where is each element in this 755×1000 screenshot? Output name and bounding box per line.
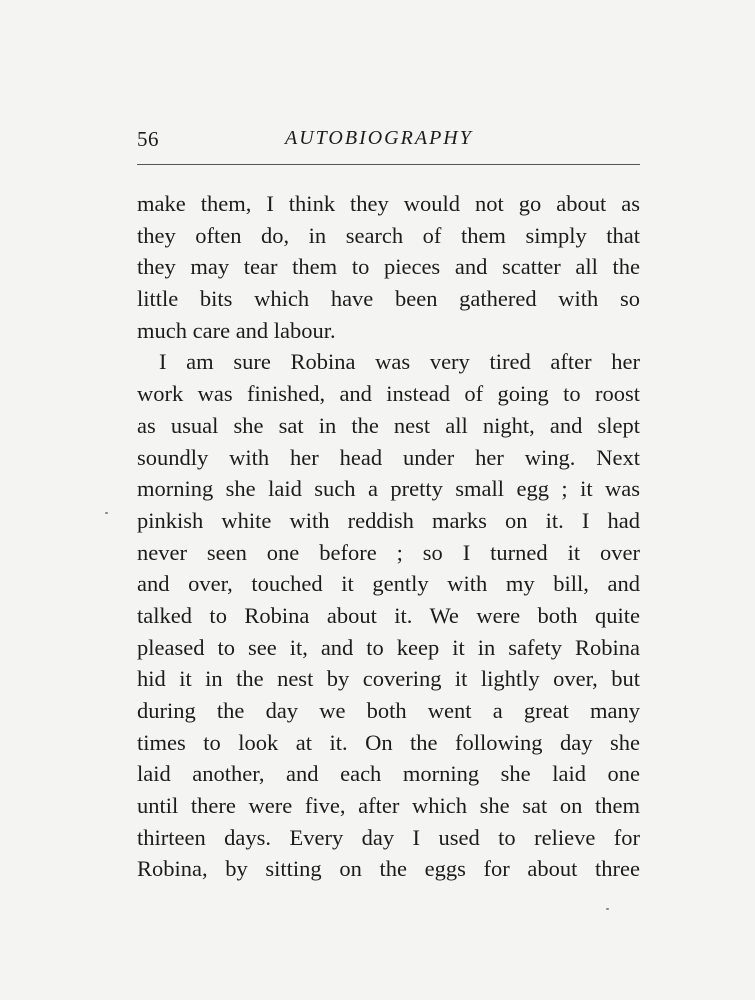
- paper-speck: [606, 908, 609, 910]
- text-line: Robina, by sitting on the eggs for about three: [137, 856, 640, 882]
- text-line: talked to Robina about it. We were both quite: [137, 602, 640, 628]
- text-line: thirteen days. Every day I used to relieve for: [137, 824, 640, 850]
- text-line: as usual she sat in the nest all night, and slept: [137, 412, 640, 438]
- text-line: times to look at it. On the following day she: [137, 729, 640, 755]
- text-line: pinkish white with reddish marks on it. I had: [137, 507, 640, 533]
- text-line: laid another, and each morning she laid one: [137, 761, 640, 787]
- paragraph-start-line: I am sure Robina was very tired after her: [159, 349, 640, 375]
- running-title: AUTOBIOGRAPHY: [285, 127, 473, 149]
- text-line: work was finished, and instead of going to roost: [137, 381, 640, 407]
- page-header: [137, 127, 640, 157]
- text-line: pleased to see it, and to keep it in safety Robina: [137, 634, 640, 660]
- text-line: much care and labour.: [137, 317, 336, 343]
- text-line: they may tear them to pieces and scatter all the: [137, 254, 640, 280]
- text-line: and over, touched it gently with my bill, and: [137, 571, 640, 597]
- paper-speck: [105, 512, 108, 514]
- text-line: hid it in the nest by covering it lightly over, but: [137, 666, 640, 692]
- text-line: make them, I think they would not go about as: [137, 191, 640, 216]
- text-line: morning she laid such a pretty small egg ; it was: [137, 476, 640, 502]
- body-text: [137, 188, 640, 885]
- page-number: 56: [137, 127, 159, 151]
- header-rule: [137, 164, 640, 165]
- text-line: soundly with her head under her wing. Next: [137, 444, 640, 470]
- text-line: during the day we both went a great many: [137, 698, 640, 723]
- text-line: never seen one before ; so I turned it over: [137, 539, 640, 565]
- text-line: until there were five, after which she sat on them: [137, 793, 640, 819]
- text-line: little bits which have been gathered with so: [137, 286, 640, 312]
- text-line: they often do, in search of them simply that: [137, 222, 640, 248]
